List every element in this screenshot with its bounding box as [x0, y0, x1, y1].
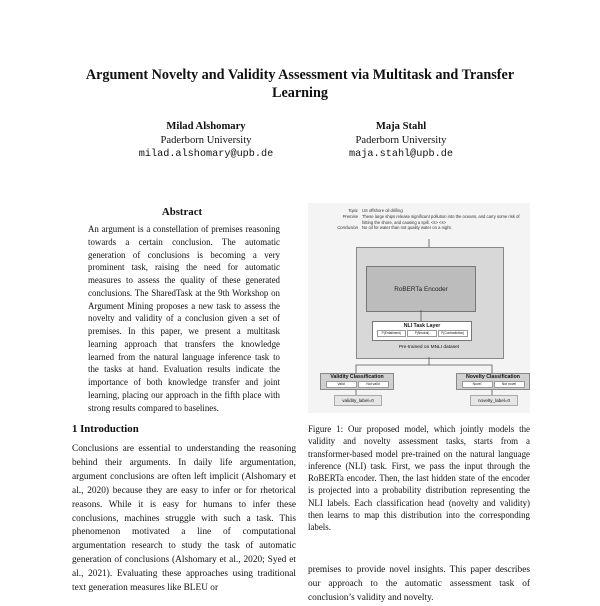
intro-heading: 1 Introduction — [72, 423, 139, 435]
nli-cell-entailment: P(Entailment) — [377, 330, 407, 337]
novelty-head-title: Novelty Classification — [466, 374, 520, 380]
nli-cell-neutral: P(Neutral) — [407, 330, 437, 337]
novelty-output: novelty_label=0 — [470, 395, 518, 406]
author-1-email: milad.alshomary@upb.de — [138, 149, 274, 160]
novelty-cell-novel: Novel — [462, 381, 493, 388]
validity-output: validity_label=0 — [334, 395, 382, 406]
author-2-affiliation: Paderborn University — [355, 135, 447, 146]
arrow-to-novelty — [429, 365, 492, 373]
paper-title: Argument Novelty and Validity Assessment via Multitask and Transfer Learning — [85, 67, 515, 101]
example-topic-row: Topic US offshore oil drilling — [348, 208, 403, 213]
validity-cell-valid: Valid — [326, 381, 357, 388]
author-2-email: maja.stahl@upb.de — [349, 149, 453, 160]
author-2 — [326, 120, 476, 162]
figure-1 — [308, 203, 530, 413]
author-1 — [126, 120, 286, 162]
novelty-classification-head — [456, 373, 530, 390]
pretrained-label: Pre-trained on MNLI dataset — [398, 345, 460, 350]
example-topic-value: US offshore oil drilling — [362, 208, 403, 213]
example-conclusion-value: No oil for water than not quality water on a night. — [362, 225, 452, 231]
roberta-encoder: RoBERTa Encoder — [366, 266, 476, 312]
validity-head-title: Validity Classification — [330, 374, 384, 380]
abstract-heading: Abstract — [161, 206, 203, 218]
author-1-affiliation: Paderborn University — [160, 135, 252, 146]
example-conclusion-row: Conclusion No oil for water than not quality water on a night. — [337, 225, 452, 231]
nli-cell-contradiction: P(Contradiction) — [438, 330, 468, 337]
author-2-name: Maja Stahl — [375, 121, 427, 132]
figure-caption: Figure 1: Our proposed model, which jointly models the validity and novelty assessment tasks, starts from a transformer-based model pre-trained on the natural language inference (NLI) task. First, we pass the input through the RoBERTa encoder. Then, the last hidden state of the encoder is projected into a probability distribution representing the NLI labels. Each classification head (novelty and validity) then learns to map this distribution into the corresponding labels. — [308, 424, 530, 533]
validity-cell-not-valid: Not valid — [358, 381, 389, 388]
intro-text: Conclusions are essential to understanding the reasoning behind their arguments. In daily life argumentation, argument conclusions are often left implicit (Alshomary et al., 2020) because they are easy to infer or for rhetorical reasons. While it is easy for humans to infer these conclusions, machines struggle with such a task. This phenomenon motivated a line of computational argumentation research to study the task of automatic generation of conclusions (Alshomary et al., 2020; Syed et al., 2021). Evaluating these approaches using traditional text generation measures like BLEU or — [72, 444, 296, 594]
author-1-name: Milad Alshomary — [166, 121, 246, 132]
example-premise-row: Premise These large ships release significant pollution into the oceans, and carry some risk of hitting the shore, and causing a spill. <s> <s> — [312, 214, 524, 226]
novelty-cell-not-novel: Not novel — [494, 381, 525, 388]
nli-layer-title: NLI Task Layer — [403, 323, 441, 329]
abstract-text: An argument is a constellation of premises reasoning towards a certain conclusion. The automatic generation of conclusions is becoming a very prominent task, raising the need for automatic measures to assess the quality of these generated conclusions. The SharedTask at the 9th Workshop on Argument Mining proposes a new task to assess the novelty and validity of a conclusion given a set of premises. In this paper, we present a multitask learning approach that transfers the knowledge learned from the natural language inference task to the tasks at hand. Evaluation results indicate the importance of both knowledge transfer and joint learning, placing our approach in the fifth place with strong results compared to baselines. — [88, 224, 280, 413]
arrow-to-validity — [356, 357, 429, 373]
validity-classification-head — [320, 373, 394, 390]
example-premise-value: These large ships release significant pollution into the oceans, and carry some risk of hitting the shore, and causing a spill. <s> <s> — [362, 213, 520, 225]
right-column-text: premises to provide novel insights. This paper describes our approach to the automatic assessment task of conclusion’s validity and novelty. — [308, 565, 530, 603]
